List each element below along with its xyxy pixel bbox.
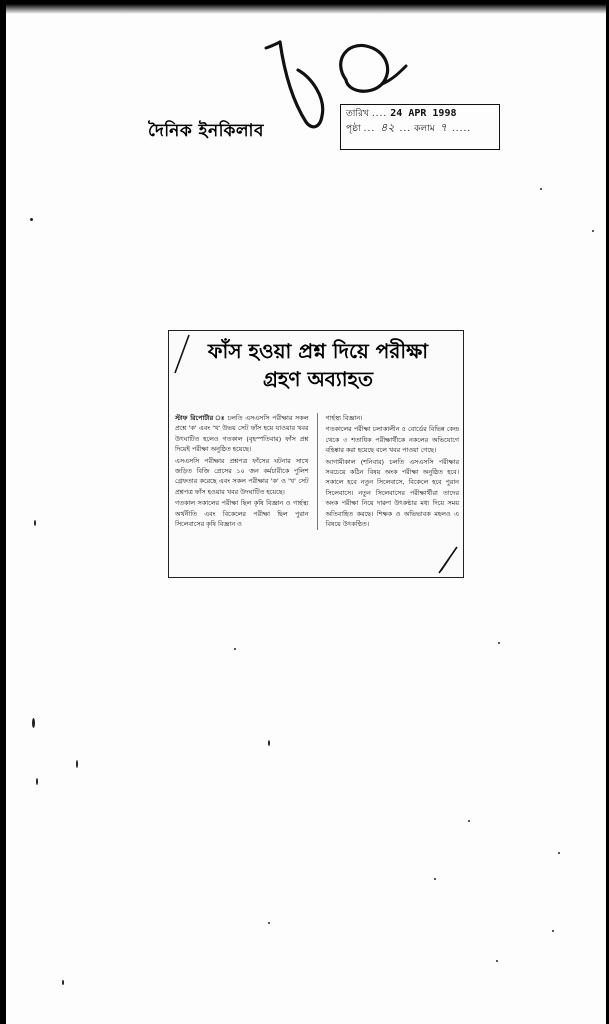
article-paragraph: গার্হস্থ্য বিজ্ঞান।: [325, 414, 363, 422]
stamp-date-label: তারিখ: [346, 109, 369, 119]
article-column-left: [175, 413, 309, 530]
scan-edge-top: [0, 0, 609, 14]
archive-stamp: [340, 104, 500, 150]
stamp-page-value: ৪২: [380, 121, 395, 134]
stamp-date-row: তারিখ .... 24 APR 1998: [346, 108, 457, 119]
article-paragraph: গতকালের পরীক্ষা চলাকালীন ৫ বোর্ডের বিভিন্ন কেন্দ্র থেকে ৩ শতাধিক পরীক্ষার্থীকে নকলের অভিযোগে বহিষ্কার করা হয়েছে বলে খবর পাওয়া গেছে।: [325, 425, 459, 455]
scan-speck: [496, 960, 498, 962]
headline-line-2: গ্রহণ অব্যাহত: [262, 367, 374, 391]
scan-speck: [592, 230, 594, 232]
article-headline: [183, 337, 453, 393]
scan-speck: [234, 648, 236, 650]
scan-speck: [30, 218, 33, 221]
article-text: চলতি এসএসসি পরীক্ষার সকল প্রশ্নে 'ক' এবং 'খ' উভয় সেট ফাঁস হয়ে যাওয়ার খবর উৎঘাটিত হলেও গতকাল (বৃহস্পতিবার) ফাঁস প্রশ্ন দিয়েই পরীক্ষা অনুষ্ঠিত হয়েছে।: [175, 414, 309, 454]
scan-speck: [434, 878, 436, 880]
newspaper-masthead: দৈনিক ইনকিলাব: [148, 121, 264, 141]
article-paragraph: আগামীকাল (শনিবার) চলতি এসএসসি পরীক্ষার সবচেয়ে কঠিন বিষয় অংক পরীক্ষা অনুষ্ঠিত হবে। সকালে হবে নতুন সিলেবাসে, বিকেলে হবে পুরান সিলেবাসে। নতুন সিলেবাসের পরীক্ষার্থীরা তাদের অংক পরীক্ষা নিয়ে দারুণ উৎকণ্ঠার মধ্য দিয়ে সময় অতিবাহিত করছে। শিক্ষক ও অভিভাবক মহলও এ বিষয়ে উৎকণ্ঠিত।: [325, 457, 459, 529]
article-paragraph: এসএসসি পরীক্ষার প্রশ্নপত্র ফাঁসের ঘটনার সাথে জড়িত বিজি প্রেসের ১০ জন কর্মচারীকে পুলিশ গ্রেফতার করেছে এবং সকল পরীক্ষার 'ক' ও 'খ' সেট প্রশ্নপত্র ফাঁস হওয়ার খবর উদঘাটিত হয়েছে।: [175, 456, 309, 496]
stamp-page-row: পৃষ্ঠা ... ৪২ ... কলাম ৭ .....: [346, 121, 472, 134]
stamp-column-value: ৭: [439, 121, 447, 134]
article-body: [175, 413, 459, 530]
scan-speck: [36, 778, 38, 785]
scan-speck: [34, 520, 36, 526]
stamp-page-label: পৃষ্ঠা: [346, 124, 361, 134]
stamp-date-value: 24 APR 1998: [390, 108, 457, 119]
clipping-corner-mark-bottom-right: [433, 545, 461, 575]
scan-speck: [76, 760, 78, 768]
scan-edge-left: [0, 0, 6, 1024]
article-column-right: [326, 413, 460, 530]
article-paragraph: [175, 413, 309, 455]
scan-speck: [558, 852, 560, 854]
scan-speck: [468, 820, 470, 822]
article-byline: স্টাফ রিপোর্টার ঃ: [175, 414, 225, 422]
scan-speck: [552, 930, 554, 932]
news-clipping: [168, 330, 464, 578]
stamp-column-label: কলাম: [414, 124, 435, 134]
article-paragraph: গতকাল সকালের পরীক্ষা ছিল কৃষি বিজ্ঞান ও গার্হস্থ্য অর্থনীতি এবং বিকেলের পরীক্ষা ছিল পুরান সিলেবাসের কৃষি বিজ্ঞান ও: [175, 499, 309, 529]
column-divider: [317, 413, 318, 530]
scan-speck: [268, 922, 270, 924]
scan-speck: [498, 642, 500, 644]
scan-speck: [540, 188, 542, 190]
scan-speck: [268, 740, 270, 746]
scan-speck: [32, 718, 35, 728]
scan-speck: [62, 980, 64, 985]
headline-line-1: ফাঁস হওয়া প্রশ্ন দিয়ে পরীক্ষা: [207, 339, 429, 363]
